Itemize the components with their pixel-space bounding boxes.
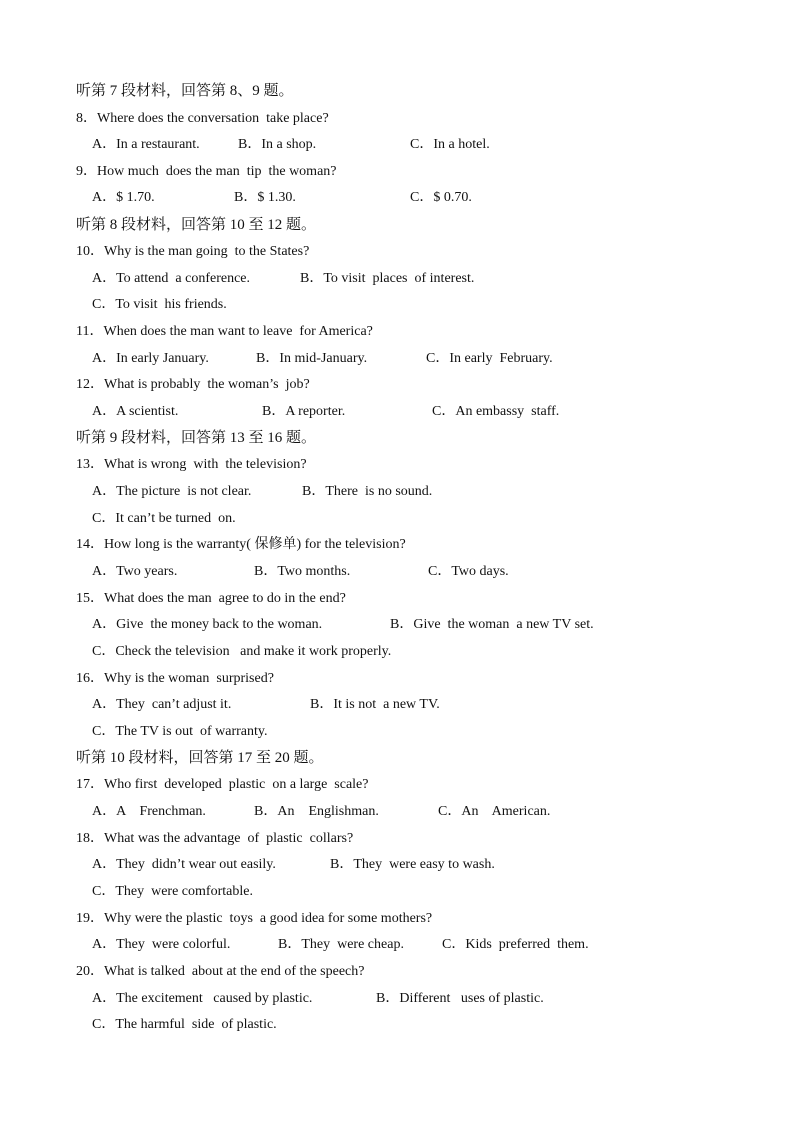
question-stem: 13．What is wrong with the television? [76, 457, 307, 472]
option-b: B．They were easy to wash. [330, 857, 495, 872]
option-a: A．$ 1.70. [92, 190, 155, 205]
option-b: B．There is no sound. [302, 484, 433, 499]
option-a: A．The excitement caused by plastic. [92, 991, 313, 1006]
option-c: C．$ 0.70. [410, 190, 472, 205]
option-c: C．The harmful side of plastic. [92, 1017, 277, 1032]
option-c: C．Kids preferred them. [442, 937, 589, 952]
option-b: B．They were cheap. [278, 937, 404, 952]
question-stem: 15．What does the man agree to do in the end? [76, 591, 346, 606]
question-stem: 9．How much does the man tip the woman? [76, 164, 337, 179]
option-b: B．It is not a new TV. [310, 697, 440, 712]
option-c: C．They were comfortable. [92, 884, 253, 899]
option-b: B．To visit places of interest. [300, 271, 475, 286]
option-c: C．In a hotel. [410, 137, 490, 152]
option-b: B．A reporter. [262, 404, 346, 419]
question-stem: 11．When does the man want to leave for America? [76, 324, 373, 339]
option-b: B．Give the woman a new TV set. [390, 617, 594, 632]
section-header: 听第 7 段材料，回答第 8、9 题。 [76, 83, 294, 99]
option-b: B．In a shop. [238, 137, 317, 152]
option-a: A．A Frenchman. [92, 804, 206, 819]
option-a: A．Two years. [92, 564, 178, 579]
question-stem: 14．How long is the warranty( 保修单) for the television? [76, 537, 406, 552]
section-header: 听第 10 段材料，回答第 17 至 20 题。 [76, 750, 324, 766]
option-c: C．The TV is out of warranty. [92, 724, 268, 739]
option-c: C．An American. [438, 804, 551, 819]
option-b: B．Different uses of plastic. [376, 991, 544, 1006]
option-c: C．In early February. [426, 351, 553, 366]
option-c: C．Two days. [428, 564, 509, 579]
section-header: 听第 8 段材料，回答第 10 至 12 题。 [76, 217, 317, 233]
question-stem: 16．Why is the woman surprised? [76, 671, 274, 686]
question-stem: 12．What is probably the woman’s job? [76, 377, 310, 392]
option-a: A．In early January. [92, 351, 209, 366]
option-b: B．$ 1.30. [234, 190, 296, 205]
question-stem: 18．What was the advantage of plastic collars? [76, 831, 354, 846]
option-a: A．A scientist. [92, 404, 179, 419]
question-stem: 17．Who first developed plastic on a large scale? [76, 777, 369, 792]
option-a: A．The picture is not clear. [92, 484, 252, 499]
option-a: A．In a restaurant. [92, 137, 200, 152]
option-c: C．To visit his friends. [92, 297, 227, 312]
option-c: C．Check the television and make it work properly. [92, 644, 392, 659]
section-header: 听第 9 段材料，回答第 13 至 16 题。 [76, 430, 317, 446]
option-b: B．In mid-January. [256, 351, 368, 366]
option-a: A．To attend a conference. [92, 271, 250, 286]
option-c: C．An embassy staff. [432, 404, 560, 419]
option-a: A．They were colorful. [92, 937, 231, 952]
option-a: A．They can’t adjust it. [92, 697, 232, 712]
option-c: C．It can’t be turned on. [92, 511, 236, 526]
question-stem: 19．Why were the plastic toys a good idea for some mothers? [76, 911, 433, 926]
question-stem: 8．Where does the conversation take place? [76, 111, 329, 126]
option-a: A．They didn’t wear out easily. [92, 857, 276, 872]
option-a: A．Give the money back to the woman. [92, 617, 323, 632]
option-b: B．An Englishman. [254, 804, 379, 819]
question-stem: 10．Why is the man going to the States? [76, 244, 310, 259]
question-stem: 20．What is talked about at the end of the speech? [76, 964, 365, 979]
option-b: B．Two months. [254, 564, 351, 579]
